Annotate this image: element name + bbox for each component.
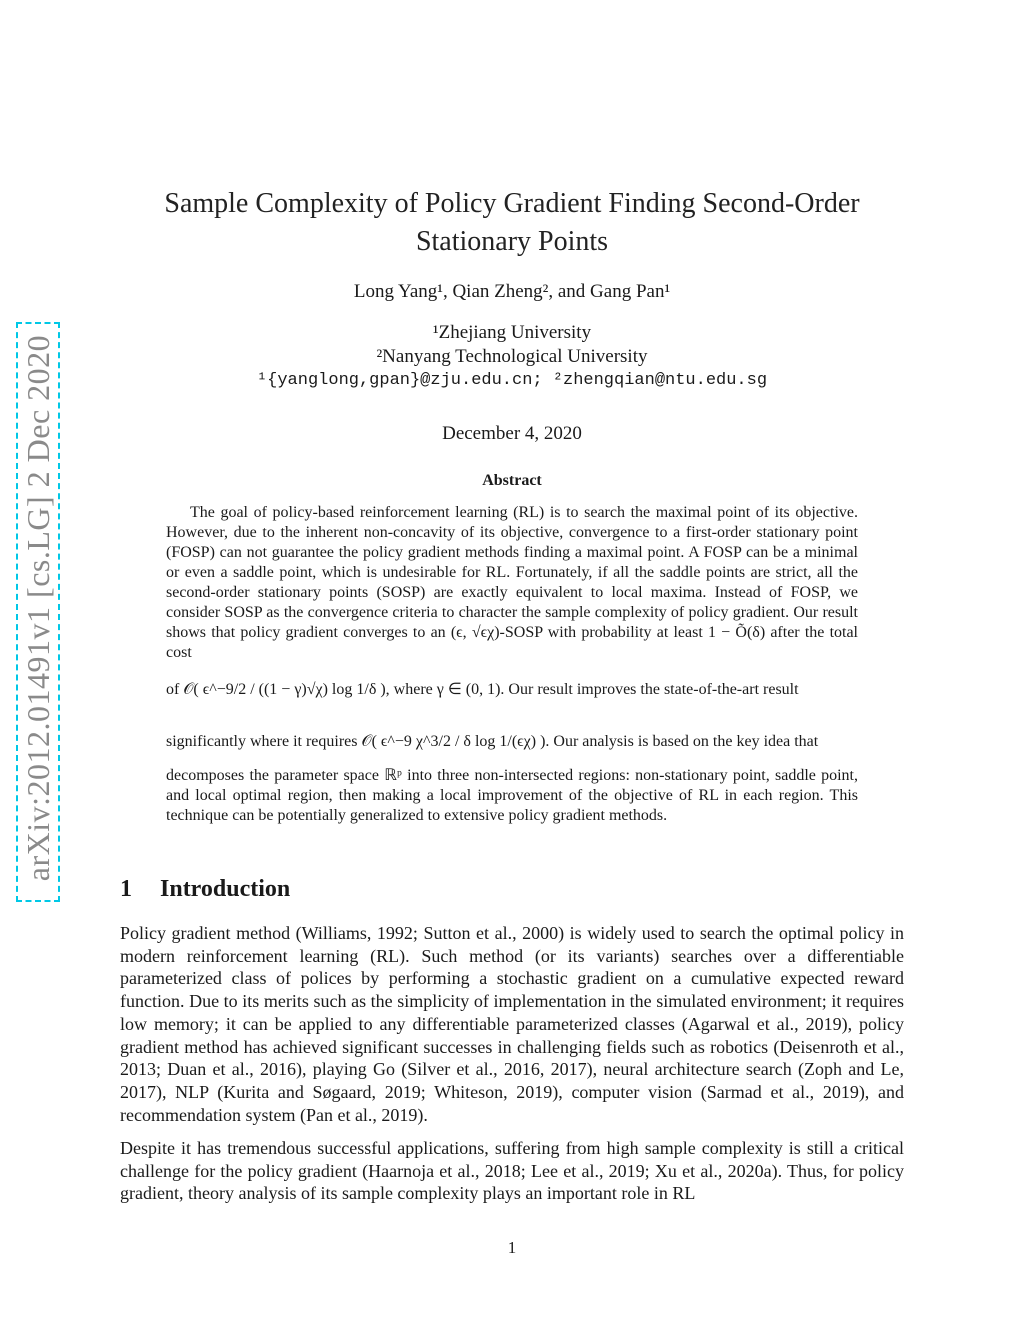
page-number: 1 (507, 1238, 517, 1257)
abstract-paragraph-3: significantly where it requires 𝒪( ϵ^−9 χ^3/2 / δ log 1/(ϵχ) ). Our analysis is based on the key idea that (166, 733, 819, 750)
affiliation-1: ¹Zhejiang University (432, 322, 592, 343)
author-list: Long Yang¹, Qian Zheng², and Gang Pan¹ (353, 281, 671, 302)
affiliation-2: ²Nanyang Technological University (376, 346, 648, 367)
paper-title (120, 185, 904, 261)
intro-paragraph-2: Despite it has tremendous successful applications, suffering from high sample complexity is still a critical challenge for the policy gradient (Haarnoja et al., 2018; Lee et al., 2019; Xu et al., 2020a). Thus, for policy gradient, theory analysis of its sample complexity plays an important role in RL (120, 1138, 904, 1204)
paper-date: December 4, 2020 (442, 423, 582, 444)
title-line-1: Sample Complexity of Policy Gradient Finding Second-Order (164, 188, 860, 219)
section-number: 1 (120, 876, 132, 902)
author-emails: ¹{yanglong,gpan}@zju.edu.cn; ²zhengqian@ntu.edu.sg (256, 371, 768, 390)
title-line-2: Stationary Points (415, 226, 609, 257)
abstract-paragraph-1: The goal of policy-based reinforcement learning (RL) is to search the maximal point of its objective. However, due to the inherent non-concavity of its objective, convergence to a first-order stationary point (FOSP) can not guarantee the policy gradient methods finding a maximal point. A FOSP can be a minimal or even a saddle point, which is undesirable for RL. Fortunately, if all the saddle points are strict, all the second-order stationary points (SOSP) are exactly equivalent to local maxima. Instead of FOSP, we consider SOSP as the convergence criteria to character the sample complexity of policy gradient. Our result shows that policy gradient converges to an (ϵ, √ϵχ)-SOSP with probability at least 1 − Õ(δ) after the total cost (166, 504, 858, 661)
abstract-paragraph-4: decomposes the parameter space ℝᵖ into three non-intersected regions: non-stationary point, saddle point, and local optimal region, then making a local improvement of the objective of RL in each region. This technique can be potentially generalized to extensive policy gradient methods. (166, 767, 858, 824)
arxiv-stamp: arXiv:2012.01491v1 [cs.LG] 2 Dec 2020 (20, 334, 56, 882)
abstract-paragraph-2: of 𝒪( ϵ^−9/2 / ((1 − γ)√χ) log 1/δ ), where γ ∈ (0, 1). Our result improves the state-of-the-art result (166, 681, 799, 698)
intro-paragraph-1: Policy gradient method (Williams, 1992; Sutton et al., 2000) is widely used to search the optimal policy in modern reinforcement learning (RL). Such method (or its variants) searches over a differentiable parameterized class of polices by performing a stochastic gradient on a cumulative expected reward function. Due to its merits such as the simplicity of implementation in the simulated environment; it requires low memory; it can be applied to any differentiable parameterized classes (Agarwal et al., 2019), policy gradient method has achieved significant successes in challenging fields such as robotics (Deisenroth et al., 2013; Duan et al., 2016), playing Go (Silver et al., 2016, 2017), neural architecture search (Zoph and Le, 2017), NLP (Kurita and Søgaard, 2019; Whiteson, 2019), computer vision (Sarmad et al., 2019), and recommendation system (Pan et al., 2019). (120, 923, 904, 1125)
section-title: Introduction (160, 876, 291, 902)
abstract-heading: Abstract (482, 472, 542, 489)
section-heading (120, 876, 290, 903)
